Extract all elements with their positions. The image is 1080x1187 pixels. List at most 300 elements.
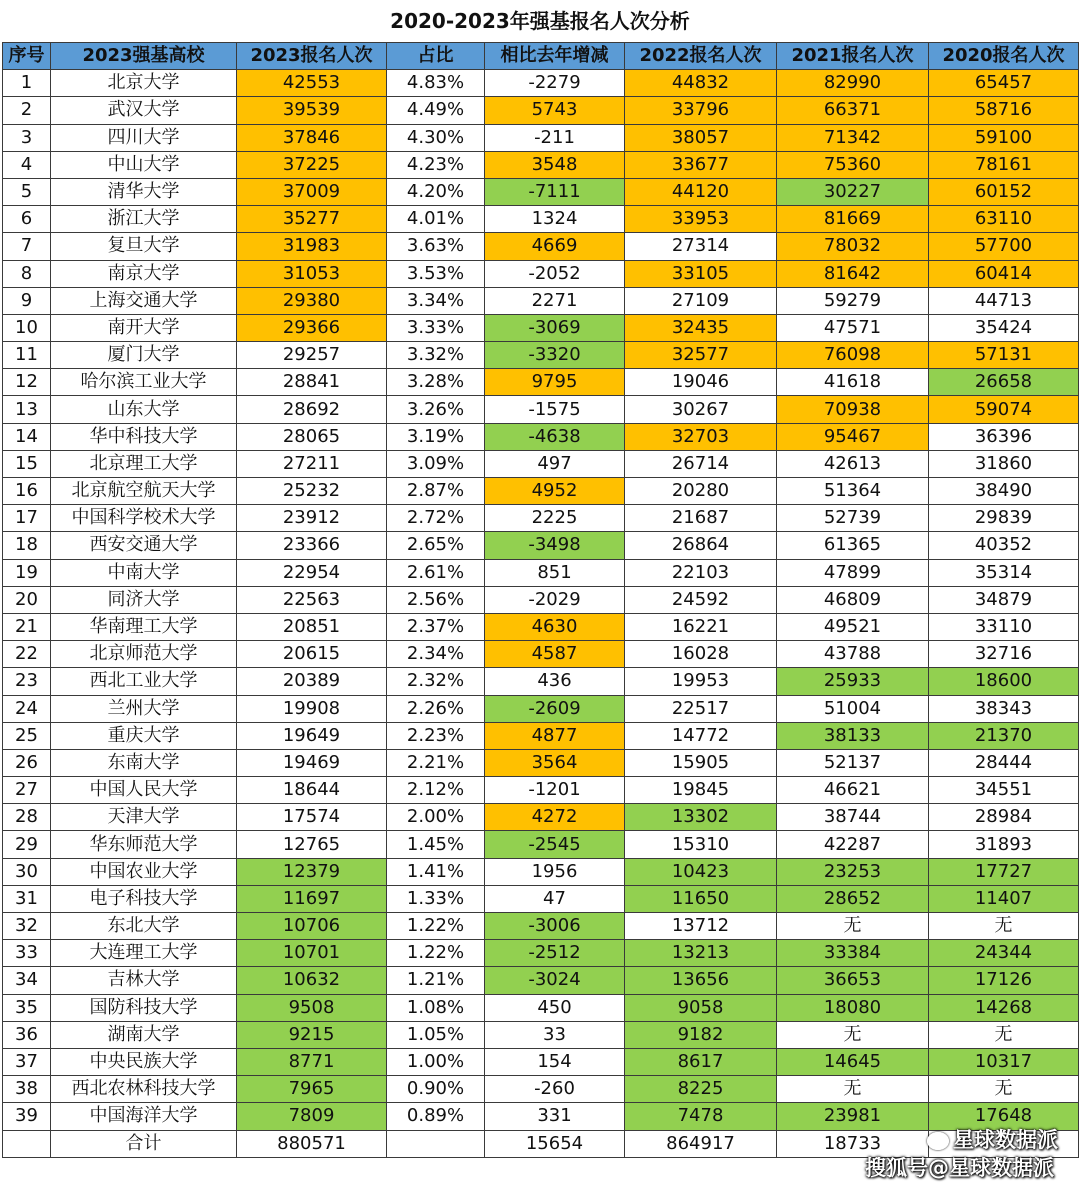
table-row [3,314,1079,341]
table-cell: 71342 [777,124,929,151]
table-cell: 2.00% [387,804,485,831]
table-cell: 西北农林科技大学 [51,1076,237,1103]
table-cell: 15310 [625,831,777,858]
table-cell: 42553 [237,70,387,97]
table-cell: 12379 [237,858,387,885]
table-cell: 450 [485,994,625,1021]
table-cell: -7111 [485,178,625,205]
table-cell: 33110 [929,613,1079,640]
table-cell: 0.89% [387,1103,485,1130]
table-cell: 26 [3,749,51,776]
table-cell: 17648 [929,1103,1079,1130]
table-cell: 70938 [777,396,929,423]
table-cell: 华南理工大学 [51,613,237,640]
table-cell: 1.22% [387,940,485,967]
table-cell: 15 [3,450,51,477]
table-cell: 18080 [777,994,929,1021]
table-cell: 42287 [777,831,929,858]
table-row [3,1103,1079,1130]
table-cell: 22 [3,641,51,668]
table-cell: 15905 [625,749,777,776]
table-cell: 16028 [625,641,777,668]
table-cell: 31983 [237,233,387,260]
table-row [3,70,1079,97]
table-cell: 34 [3,967,51,994]
table-cell: 32 [3,913,51,940]
table-cell: 4.20% [387,178,485,205]
table-cell: 中南大学 [51,559,237,586]
table-cell: 13302 [625,804,777,831]
table-cell: 38744 [777,804,929,831]
table-cell: 4630 [485,613,625,640]
table-cell: 4.49% [387,97,485,124]
table-cell: 10 [3,314,51,341]
table-cell: 11650 [625,885,777,912]
table-cell: 36653 [777,967,929,994]
table-cell: 2 [3,97,51,124]
table-row [3,858,1079,885]
table-row [3,260,1079,287]
table-cell: 中国海洋大学 [51,1103,237,1130]
table-cell: 2.21% [387,749,485,776]
table-cell: 81669 [777,206,929,233]
table-cell: 27109 [625,287,777,314]
table-row [3,478,1079,505]
table-cell: 33796 [625,97,777,124]
table-cell: 35424 [929,314,1079,341]
table-cell: 49521 [777,613,929,640]
table-cell: 8617 [625,1048,777,1075]
table-cell: 25933 [777,668,929,695]
table-cell: 32577 [625,342,777,369]
table-cell: 3.32% [387,342,485,369]
table-row [3,777,1079,804]
table-cell: 59100 [929,124,1079,151]
table-cell: 19469 [237,749,387,776]
table-cell: 41618 [777,369,929,396]
table-cell: 28 [3,804,51,831]
table-row [3,287,1079,314]
column-header: 2020报名人次 [929,43,1079,70]
table-cell: 1324 [485,206,625,233]
table-row [3,505,1079,532]
table-row [3,233,1079,260]
table-cell: -1201 [485,777,625,804]
table-cell: 66371 [777,97,929,124]
table-cell: 880571 [237,1130,387,1157]
table-cell: 3.34% [387,287,485,314]
table-cell: 57700 [929,233,1079,260]
table-cell: 38133 [777,722,929,749]
table-cell: 北京理工大学 [51,450,237,477]
table-cell: 82990 [777,70,929,97]
table-cell: 27314 [625,233,777,260]
table-cell: -4638 [485,423,625,450]
table-cell: 北京航空航天大学 [51,478,237,505]
table-cell: 20280 [625,478,777,505]
table-cell: 中国人民大学 [51,777,237,804]
table-cell: 21 [3,613,51,640]
table-cell: 2.34% [387,641,485,668]
table-row [3,641,1079,668]
table-cell: 38057 [625,124,777,151]
table-cell: 29366 [237,314,387,341]
table-cell: 2.56% [387,586,485,613]
table-cell: 38490 [929,478,1079,505]
table-cell: -3069 [485,314,625,341]
table-cell: 38 [3,1076,51,1103]
table-cell: 26658 [929,369,1079,396]
table-cell: 51364 [777,478,929,505]
table-cell: 16 [3,478,51,505]
table-cell: 7 [3,233,51,260]
table-row [3,532,1079,559]
table-cell: 59279 [777,287,929,314]
table-cell: 17727 [929,858,1079,885]
table-cell: 1 [3,70,51,97]
table-cell: 2.65% [387,532,485,559]
table-cell: 24344 [929,940,1079,967]
table-cell: 15654 [485,1130,625,1157]
table-cell: 国防科技大学 [51,994,237,1021]
table-cell: 10701 [237,940,387,967]
table-cell: 35 [3,994,51,1021]
table-cell: 2.12% [387,777,485,804]
table-cell: 25232 [237,478,387,505]
table-cell: 95467 [777,423,929,450]
table-cell: 8771 [237,1048,387,1075]
table-cell: 13213 [625,940,777,967]
table-cell: 23981 [777,1103,929,1130]
column-header: 占比 [387,43,485,70]
table-row [3,967,1079,994]
table-cell: 天津大学 [51,804,237,831]
table-cell: 47571 [777,314,929,341]
table-cell: 31 [3,885,51,912]
table-cell: 6 [3,206,51,233]
table-cell: 7965 [237,1076,387,1103]
table-cell: 20389 [237,668,387,695]
table-row [3,885,1079,912]
table-cell: 11407 [929,885,1079,912]
table-cell: 3 [3,124,51,151]
table-cell: 34551 [929,777,1079,804]
table-cell: 42613 [777,450,929,477]
table-cell: 23366 [237,532,387,559]
table-cell: 17 [3,505,51,532]
table-cell: 清华大学 [51,178,237,205]
table-cell: -2029 [485,586,625,613]
table-cell: -2512 [485,940,625,967]
table-cell: 2225 [485,505,625,532]
table-cell: 10706 [237,913,387,940]
table-cell: 1.08% [387,994,485,1021]
table-cell: 23 [3,668,51,695]
watermark-bottom: 搜狐号@星球数据派 [865,1156,1054,1180]
table-cell: 37009 [237,178,387,205]
table-cell: 哈尔滨工业大学 [51,369,237,396]
table-cell: 154 [485,1048,625,1075]
table-cell: 2.72% [387,505,485,532]
table-cell: 南京大学 [51,260,237,287]
table-cell: 81642 [777,260,929,287]
table-cell: 20 [3,586,51,613]
table-cell: 18 [3,532,51,559]
table-cell: 5 [3,178,51,205]
table-cell: 52137 [777,749,929,776]
table-cell: 13712 [625,913,777,940]
table-cell: 10423 [625,858,777,885]
table-cell: 30 [3,858,51,885]
table-cell: 29380 [237,287,387,314]
table-cell: 75360 [777,151,929,178]
table-cell: 13 [3,396,51,423]
header-row [3,43,1079,70]
table-cell: 东北大学 [51,913,237,940]
table-cell: -1575 [485,396,625,423]
table-cell: 497 [485,450,625,477]
table-row [3,1021,1079,1048]
table-cell: 37 [3,1048,51,1075]
table-cell: 9508 [237,994,387,1021]
table-cell: 18644 [237,777,387,804]
table-cell: 4877 [485,722,625,749]
column-header: 相比去年增减 [485,43,625,70]
table-cell: 63110 [929,206,1079,233]
table-row [3,668,1079,695]
table-cell: 47 [485,885,625,912]
table-cell: 12765 [237,831,387,858]
table-cell: 华中科技大学 [51,423,237,450]
table-cell: 4 [3,151,51,178]
table-cell: 22103 [625,559,777,586]
table-cell: 52739 [777,505,929,532]
table-row [3,206,1079,233]
table-cell: 21687 [625,505,777,532]
table-cell: 7478 [625,1103,777,1130]
table-cell: 40352 [929,532,1079,559]
table-cell: 3.33% [387,314,485,341]
table-row [3,695,1079,722]
table-cell: 60414 [929,260,1079,287]
table-cell: -260 [485,1076,625,1103]
table-cell: 3548 [485,151,625,178]
table-cell: 28841 [237,369,387,396]
table-cell: 33 [3,940,51,967]
table-cell: 57131 [929,342,1079,369]
table-cell: 4.30% [387,124,485,151]
table-cell: 51004 [777,695,929,722]
table-cell: 25 [3,722,51,749]
column-header: 2021报名人次 [777,43,929,70]
table-cell: 28065 [237,423,387,450]
table-cell: 1.05% [387,1021,485,1048]
table-cell: 无 [929,1021,1079,1048]
table-cell: 436 [485,668,625,695]
table-cell: -3498 [485,532,625,559]
table-cell: 46621 [777,777,929,804]
table-cell: 兰州大学 [51,695,237,722]
table-row [3,940,1079,967]
table-cell: 31053 [237,260,387,287]
table-cell: 29257 [237,342,387,369]
table-cell: 9 [3,287,51,314]
table-row [3,178,1079,205]
table-row [3,559,1079,586]
table-cell: 1.21% [387,967,485,994]
table-cell: 3564 [485,749,625,776]
table-cell: 华东师范大学 [51,831,237,858]
table-cell: 3.26% [387,396,485,423]
table-cell: 32716 [929,641,1079,668]
table-cell: 中国科学校术大学 [51,505,237,532]
table-cell: 14645 [777,1048,929,1075]
table-cell: 3.28% [387,369,485,396]
table-cell: -211 [485,124,625,151]
table-cell: 4.01% [387,206,485,233]
table-cell: 3.19% [387,423,485,450]
table-row [3,396,1079,423]
table-cell: 47899 [777,559,929,586]
table-cell: 18733 [777,1130,929,1157]
table-cell: 58716 [929,97,1079,124]
table-title: 2020-2023年强基报名人次分析 [390,9,690,33]
table-cell: 17126 [929,967,1079,994]
table-cell: 33953 [625,206,777,233]
table-cell: 19046 [625,369,777,396]
table-cell: 44832 [625,70,777,97]
table-cell: 27211 [237,450,387,477]
table-cell: 34879 [929,586,1079,613]
table-cell: 11 [3,342,51,369]
table-row [3,613,1079,640]
table-cell: 中央民族大学 [51,1048,237,1075]
table-cell: 4587 [485,641,625,668]
table-cell: 44120 [625,178,777,205]
table-cell: -3024 [485,967,625,994]
column-header: 序号 [3,43,51,70]
table-cell: 19649 [237,722,387,749]
table-cell: 14772 [625,722,777,749]
table-cell: 32703 [625,423,777,450]
table-cell: 9215 [237,1021,387,1048]
table-cell: 重庆大学 [51,722,237,749]
table-cell: 无 [777,913,929,940]
table-cell: 21370 [929,722,1079,749]
table-cell: 29 [3,831,51,858]
table-cell: 9058 [625,994,777,1021]
table-cell: 2.26% [387,695,485,722]
wechat-icon [927,1132,949,1150]
table-cell: 29839 [929,505,1079,532]
table-cell: 39539 [237,97,387,124]
table-cell: 59074 [929,396,1079,423]
table-cell: 无 [929,1076,1079,1103]
table-cell: 33 [485,1021,625,1048]
table-cell: 76098 [777,342,929,369]
table-cell: 8225 [625,1076,777,1103]
table-cell: 2.32% [387,668,485,695]
table-cell: 南开大学 [51,314,237,341]
table-row [3,97,1079,124]
table-cell: -2279 [485,70,625,97]
table-row [3,1076,1079,1103]
table-cell: 19953 [625,668,777,695]
table-cell: 864917 [625,1130,777,1157]
table-cell: 上海交通大学 [51,287,237,314]
table-cell: 851 [485,559,625,586]
table-cell: 电子科技大学 [51,885,237,912]
table-cell: 43788 [777,641,929,668]
table-cell: 11697 [237,885,387,912]
table-cell: -3006 [485,913,625,940]
table-cell: 2.23% [387,722,485,749]
table-cell: 5743 [485,97,625,124]
table-cell: 24 [3,695,51,722]
table-cell: 中国农业大学 [51,858,237,885]
table-cell: 2.37% [387,613,485,640]
table-cell: 武汉大学 [51,97,237,124]
table-cell: 37225 [237,151,387,178]
table-cell: 61365 [777,532,929,559]
watermark-line1: 星球数据派 [953,1128,1058,1152]
table-cell: 1.00% [387,1048,485,1075]
table-cell: 32435 [625,314,777,341]
table-cell: 10632 [237,967,387,994]
table-cell: 10317 [929,1048,1079,1075]
table-cell: 37846 [237,124,387,151]
table-cell: 78161 [929,151,1079,178]
table-cell: 78032 [777,233,929,260]
table-cell: -2545 [485,831,625,858]
table-cell: 36 [3,1021,51,1048]
table-cell: 26864 [625,532,777,559]
table-cell: 1.41% [387,858,485,885]
table-cell: 23253 [777,858,929,885]
table-row [3,423,1079,450]
table-cell: 24592 [625,586,777,613]
table-row [3,913,1079,940]
table-cell: 3.09% [387,450,485,477]
watermark-top [927,1124,1058,1154]
table-cell: 无 [777,1076,929,1103]
table-cell: 吉林大学 [51,967,237,994]
table-cell: 20615 [237,641,387,668]
table-cell: 2271 [485,287,625,314]
table-cell: 同济大学 [51,586,237,613]
table-row [3,804,1079,831]
table-cell: 9182 [625,1021,777,1048]
table-cell: 无 [929,913,1079,940]
table-cell: 2.87% [387,478,485,505]
table-cell [3,1130,51,1157]
table-cell: 西北工业大学 [51,668,237,695]
table-cell: 36396 [929,423,1079,450]
table-cell: 合计 [51,1130,237,1157]
table-cell: 19845 [625,777,777,804]
table-cell: -2052 [485,260,625,287]
table-cell: 北京师范大学 [51,641,237,668]
data-table [2,42,1079,1158]
table-cell: 60152 [929,178,1079,205]
table-cell: 22954 [237,559,387,586]
table-cell: 30227 [777,178,929,205]
table-row [3,749,1079,776]
table-row [3,342,1079,369]
column-header: 2023报名人次 [237,43,387,70]
table-cell: 26714 [625,450,777,477]
table-cell: 1.22% [387,913,485,940]
